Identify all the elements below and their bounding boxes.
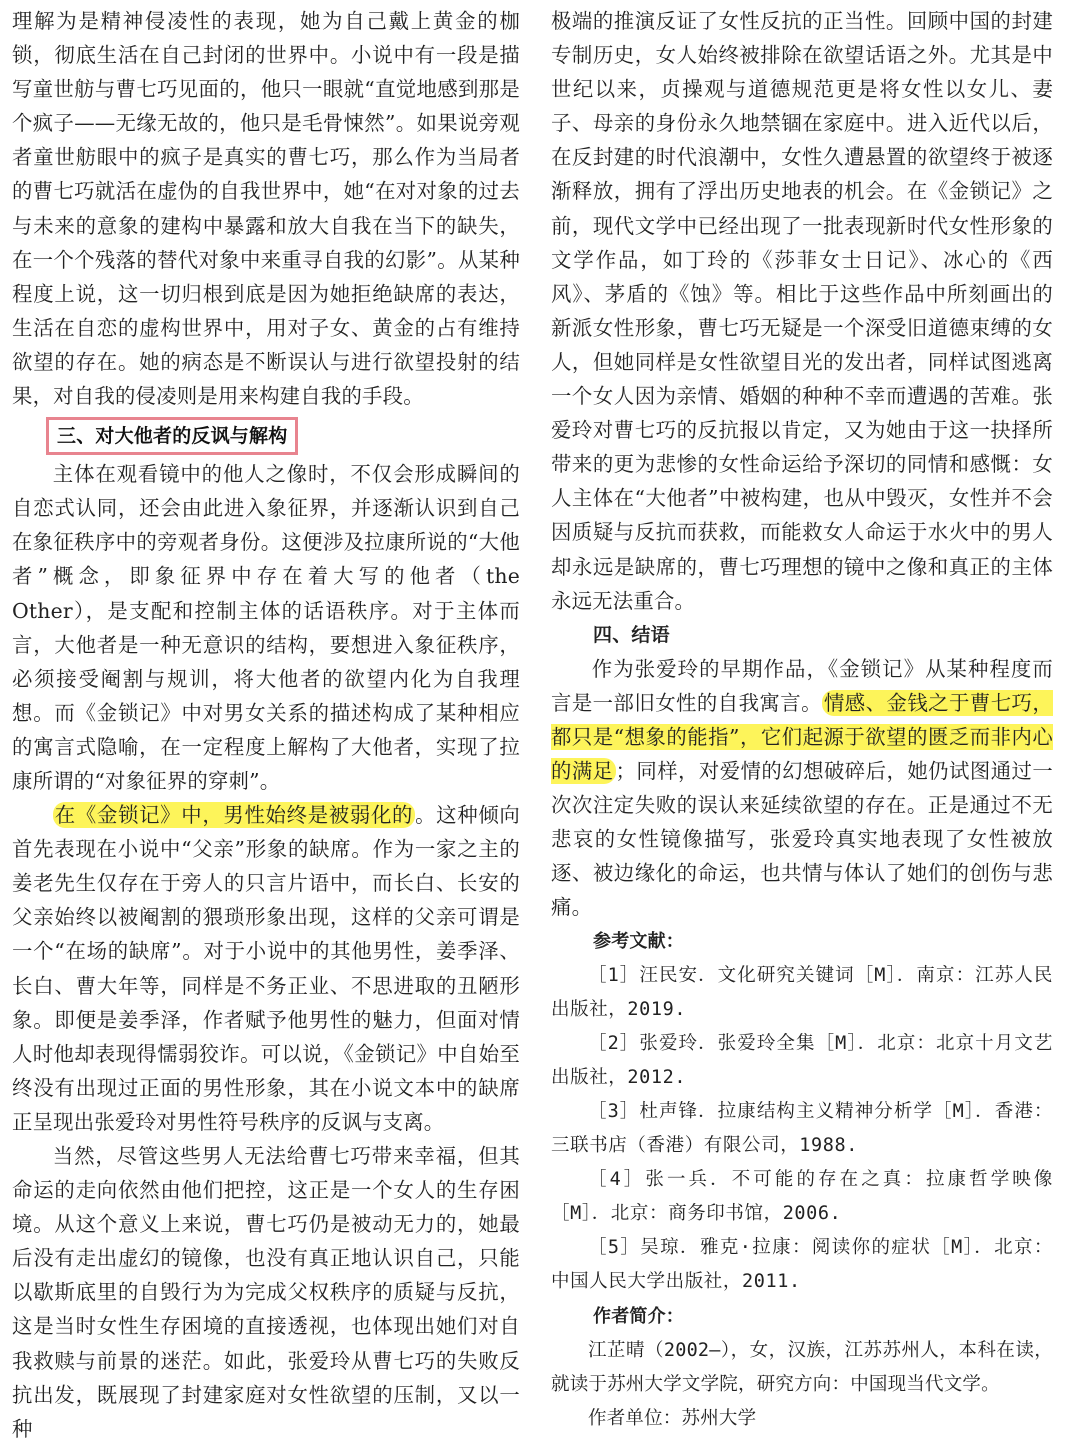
author-unit: 作者单位：苏州大学: [588, 1407, 757, 1429]
reference-item: ［2］张爱玲．张爱玲全集［M］．北京：北京十月文艺出版社，2012.: [551, 1032, 1053, 1088]
section-3-heading: 三、对大他者的反讽与解构: [46, 417, 298, 455]
paragraph-conclusion: [551, 652, 1053, 925]
reference-item: ［4］张一兵．不可能的存在之真：拉康哲学映像［M］．北京：商务印书馆，2006.: [551, 1169, 1053, 1225]
paragraph-text: ；同样，对爱情的幻想破碎后，她仍试图通过一次次注定失败的误认来延续欲望的存在。正是通过不无悲哀的女性镜像描写，张爱玲真实地表现了女性被放逐、被边缘化的命运，也共情与体认了她们的创伤与悲痛。: [551, 759, 1053, 920]
paragraph-continued: 极端的推演反证了女性反抗的正当性。回顾中国的封建专制历史，女人始终被排除在欲望话语之外。尤其是中世纪以来，贞操观与道德规范更是将女性以女儿、妻子、母亲的身份永久地禁锢在家庭中。进入近代以后，在反封建的时代浪潮中，女性久遭悬置的欲望终于被逐渐释放，拥有了浮出历史地表的机会。在《金锁记》之前，现代文学中已经出现了一批表现新时代女性形象的文学作品，如丁玲的《莎菲女士日记》、冰心的《西风》、茅盾的《蚀》等。相比于这些作品中所刻画出的新派女性形象，曹七巧无疑是一个深受旧道德束缚的女人，但她同样是女性欲望目光的发出者，同样试图逃离一个女人因为亲情、婚姻的种种不幸而遭遇的苦难。张爱玲对曹七巧的反抗报以肯定，又为她由于这一抉择所带来的更为悲惨的女性命运给予深切的同情和感慨：女人主体在“大他者”中被构建，也从中毁灭，女性并不会因质疑与反抗而获救，而能救女人命运于水火中的男人却永远是缺席的，曹七巧理想的镜中之像和真正的主体永远无法重合。: [551, 9, 1053, 613]
left-column: [12, 4, 520, 1446]
author-heading: 作者简介：: [593, 1305, 684, 1327]
highlighted-sentence: 在《金锁记》中，男性始终是被弱化的: [54, 803, 414, 828]
paragraph-text: 作为张爱玲的早期作品，《金锁记》从某种程度而言是一部旧女性的自我寓言。: [551, 656, 1053, 715]
paragraph-section3-1: 主体在观看镜中的他人之像时，不仅会形成瞬间的自恋式认同，还会由此进入象征界，并逐渐认识到自己在象征秩序中的旁观者身份。这便涉及拉康所说的“大他者”概念，即象征界中存在着大写的他者（the Other），是支配和控制主体的话语秩序。对于主体而言，大他者是一种无意识的结构，要想进入象征秩序，必须接受阉割与规训，将大他者的欲望内化为自我理想。而《金锁记》中对男女关系的描述构成了某种相应的寓言式隐喻，在一定程度上解构了大他者，实现了拉康所谓的“对象征界的穿刺”。: [12, 462, 520, 793]
reference-item: ［3］杜声锋．拉康结构主义精神分析学［M］．香港：三联书店（香港）有限公司，1988.: [551, 1101, 1053, 1157]
paragraph-section3-2: [12, 798, 520, 1139]
author-bio: 江芷晴（2002—），女，汉族，江苏苏州人，本科在读，就读于苏州大学文学院，研究方向：中国现当代文学。: [551, 1339, 1053, 1395]
section-4-heading: 四、结语: [593, 623, 670, 646]
reference-item: ［5］吴琼．雅克·拉康：阅读你的症状［M］．北京：中国人民大学出版社，2011.: [551, 1237, 1053, 1293]
reference-item: ［1］汪民安．文化研究关键词［M］．南京：江苏人民出版社，2019.: [551, 964, 1053, 1020]
highlighted-sentence: 情感、金钱之于曹七巧，都只是“想象的能指”，它们起源于欲望的匮乏而非内心的满足: [551, 690, 1053, 784]
paragraph-text: 。这种倾向首先表现在小说中“父亲”形象的缺席。作为一家之主的姜老先生仅存在于旁人的只言片语中，而长白、长安的父亲始终以被阉割的猥琐形象出现，这样的父亲可谓是一个“在场的缺席”。对于小说中的其他男性，姜季泽、长白、曹大年等，同样是不务正业、不思进取的丑陋形象。即便是姜季泽，作者赋予他男性的魅力，但面对情人时他却表现得懦弱狡诈。可以说，《金锁记》中自始至终没有出现过正面的男性形象，其在小说文本中的缺席正呈现出张爱玲对男性符号秩序的反讽与支离。: [12, 803, 521, 1134]
right-column: [551, 4, 1053, 1436]
paragraph-section3-3: 当然，尽管这些男人无法给曹七巧带来幸福，但其命运的走向依然由他们把控，这正是一个女人的生存困境。从这个意义上来说，曹七巧仍是被动无力的，她最后没有走出虚幻的镜像，也没有真正地认识自己，只能以歇斯底里的自毁行为为完成父权秩序的质疑与反抗，这是当时女性生存困境的直接透视，也体现出她们对自我救赎与前景的迷茫。如此，张爱玲从曹七巧的失败反抗出发，既展现了封建家庭对女性欲望的压制，又以一种: [12, 1144, 520, 1441]
references-heading: 参考文献：: [593, 930, 684, 952]
paragraph-intro: 理解为是精神侵凌性的表现，她为自己戴上黄金的枷锁，彻底生活在自己封闭的世界中。小说中有一段是描写童世舫与曹七巧见面的，他只一眼就“直觉地感到那是个疯子——无缘无故的，他只是毛骨悚然”。如果说旁观者童世舫眼中的疯子是真实的曹七巧，那么作为当局者的曹七巧就活在虚伪的自我世界中，她“在对对象的过去与未来的意象的建构中暴露和放大自我在当下的缺失，在一个个残落的替代对象中来重寻自我的幻影”。从某种程度上说，这一切归根到底是因为她拒绝缺席的表达，生活在自恋的虚构世界中，用对子女、黄金的占有维持欲望的存在。她的病态是不断误认与进行欲望投射的结果，对自我的侵凌则是用来构建自我的手段。: [12, 9, 521, 409]
